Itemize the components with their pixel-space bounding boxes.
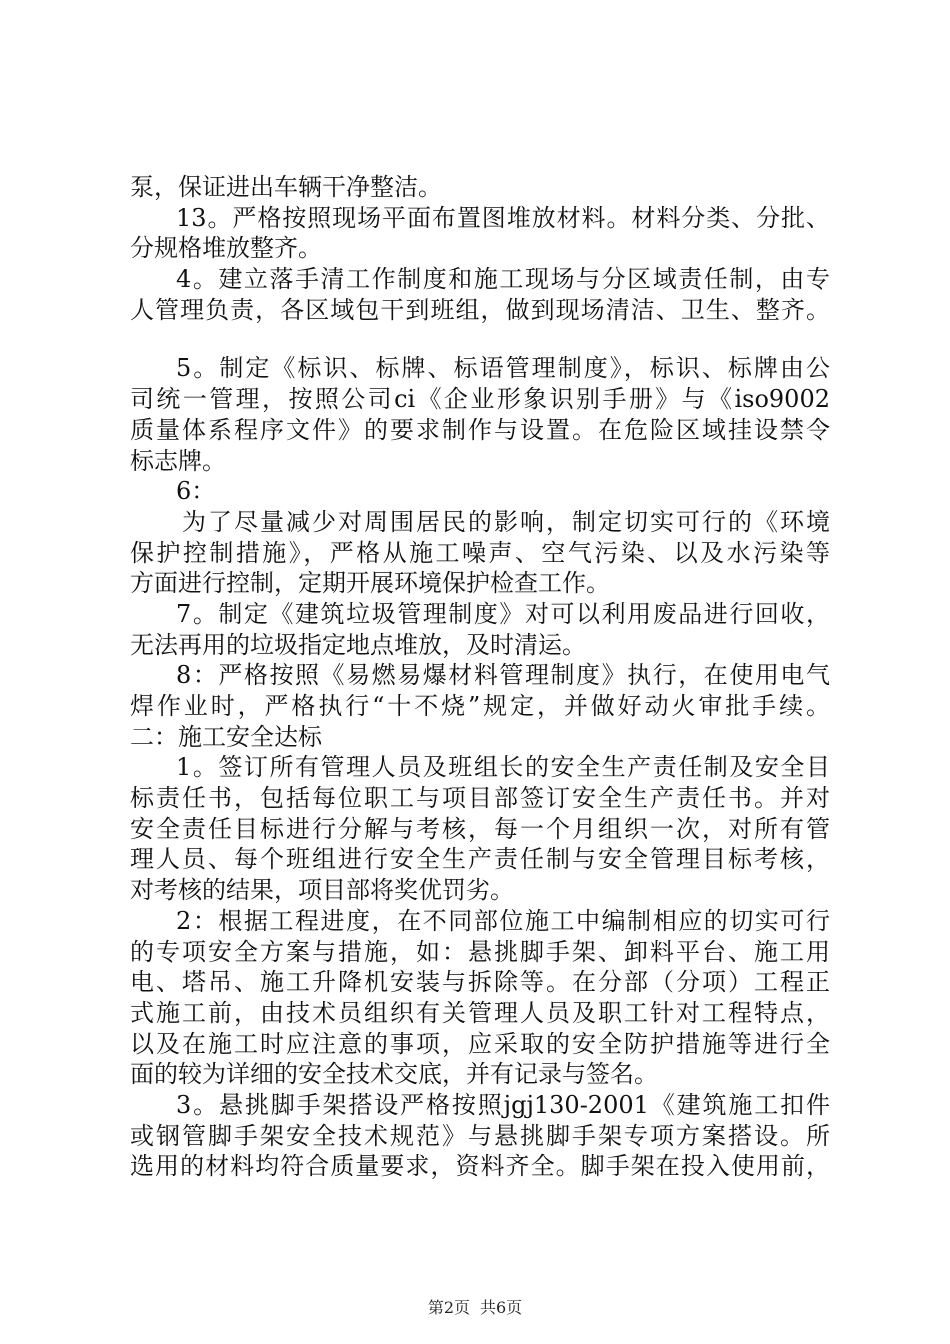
text-line: 司统一管理，按照公司ci《企业形象识别手册》与《iso9002	[130, 385, 830, 414]
text-line: 焊作业时，严格执行“十不烧”规定，并做好动火审批手续。	[130, 692, 830, 720]
paragraph-gap	[130, 325, 830, 353]
text-line: 2：根据工程进度，在不同部位施工中编制相应的切实可行	[176, 906, 830, 935]
page-total: 共6页	[480, 1298, 523, 1317]
text-line: 标责任书，包括每位职工与项目部签订安全生产责任书。并对	[130, 784, 830, 813]
text-line: 5。制定《标识、标牌、标语管理制度》，标识、标牌由公	[176, 354, 830, 383]
text-line: 理人员、每个班组进行安全生产责任制与安全管理目标考核，	[130, 845, 830, 874]
text-line: 方面进行控制，定期开展环境保护检查工作。	[130, 569, 610, 598]
text-line: 或钢管脚手架安全技术规范》与悬挑脚手架专项方案搭设。所	[130, 1121, 830, 1150]
text-line: 的专项安全方案与措施，如：悬挑脚手架、卸料平台、施工用	[130, 937, 830, 966]
text-line: 选用的材料均符合质量要求，资料齐全。脚手架在投入使用前，	[130, 1152, 830, 1181]
text-line: 质量体系程序文件》的要求制作与设置。在危险区域挂设禁令	[130, 415, 830, 444]
text-line: 面的较为详细的安全技术交底，并有记录与签名。	[130, 1060, 658, 1089]
text-line: 3。悬挑脚手架搭设严格按照jgj130-2001《建筑施工扣件	[176, 1090, 830, 1119]
text-line: 安全责任目标进行分解与考核，每一个月组织一次，对所有管	[130, 814, 830, 843]
text-line: 为了尽量减少对周围居民的影响，制定切实可行的《环境	[182, 507, 830, 536]
text-line: 8：严格按照《易燃易爆材料管理制度》执行，在使用电气	[176, 661, 830, 690]
text-line: 对考核的结果，项目部将奖优罚劣。	[130, 876, 514, 905]
text-line: 6：	[176, 477, 216, 506]
text-line: 无法再用的垃圾指定地点堆放，及时清运。	[130, 630, 586, 659]
page-footer	[0, 1298, 950, 1318]
text-line: 7。制定《建筑垃圾管理制度》对可以利用废品进行回收，	[176, 599, 830, 628]
document-body	[130, 172, 830, 1182]
text-line: 电、塔吊、施工升降机安装与拆除等。在分部（分项）工程正	[130, 968, 830, 997]
text-line: 泵，保证进出车辆干净整洁。	[130, 173, 442, 201]
text-line: 标志牌。	[130, 446, 226, 475]
text-line: 式施工前，由技术员组织有关管理人员及职工针对工程特点，	[130, 998, 830, 1027]
page-number: 第2页	[427, 1298, 470, 1317]
text-line: 保护控制措施》，严格从施工噪声、空气污染、以及水污染等	[130, 538, 830, 567]
text-line: 13。严格按照现场平面布置图堆放材料。材料分类、分批、	[176, 203, 830, 232]
text-line: 以及在施工时应注意的事项，应采取的安全防护措施等进行全	[130, 1029, 830, 1058]
section-heading: 二：施工安全达标	[130, 722, 322, 751]
text-line: 分规格堆放整齐。	[130, 234, 322, 263]
text-line: 人管理负责，各区域包干到班组，做到现场清洁、卫生、整齐。	[130, 295, 830, 324]
text-line: 1。签订所有管理人员及班组长的安全生产责任制及安全目	[176, 753, 830, 782]
text-line: 4。建立落手清工作制度和施工现场与分区域责任制，由专	[176, 265, 830, 294]
